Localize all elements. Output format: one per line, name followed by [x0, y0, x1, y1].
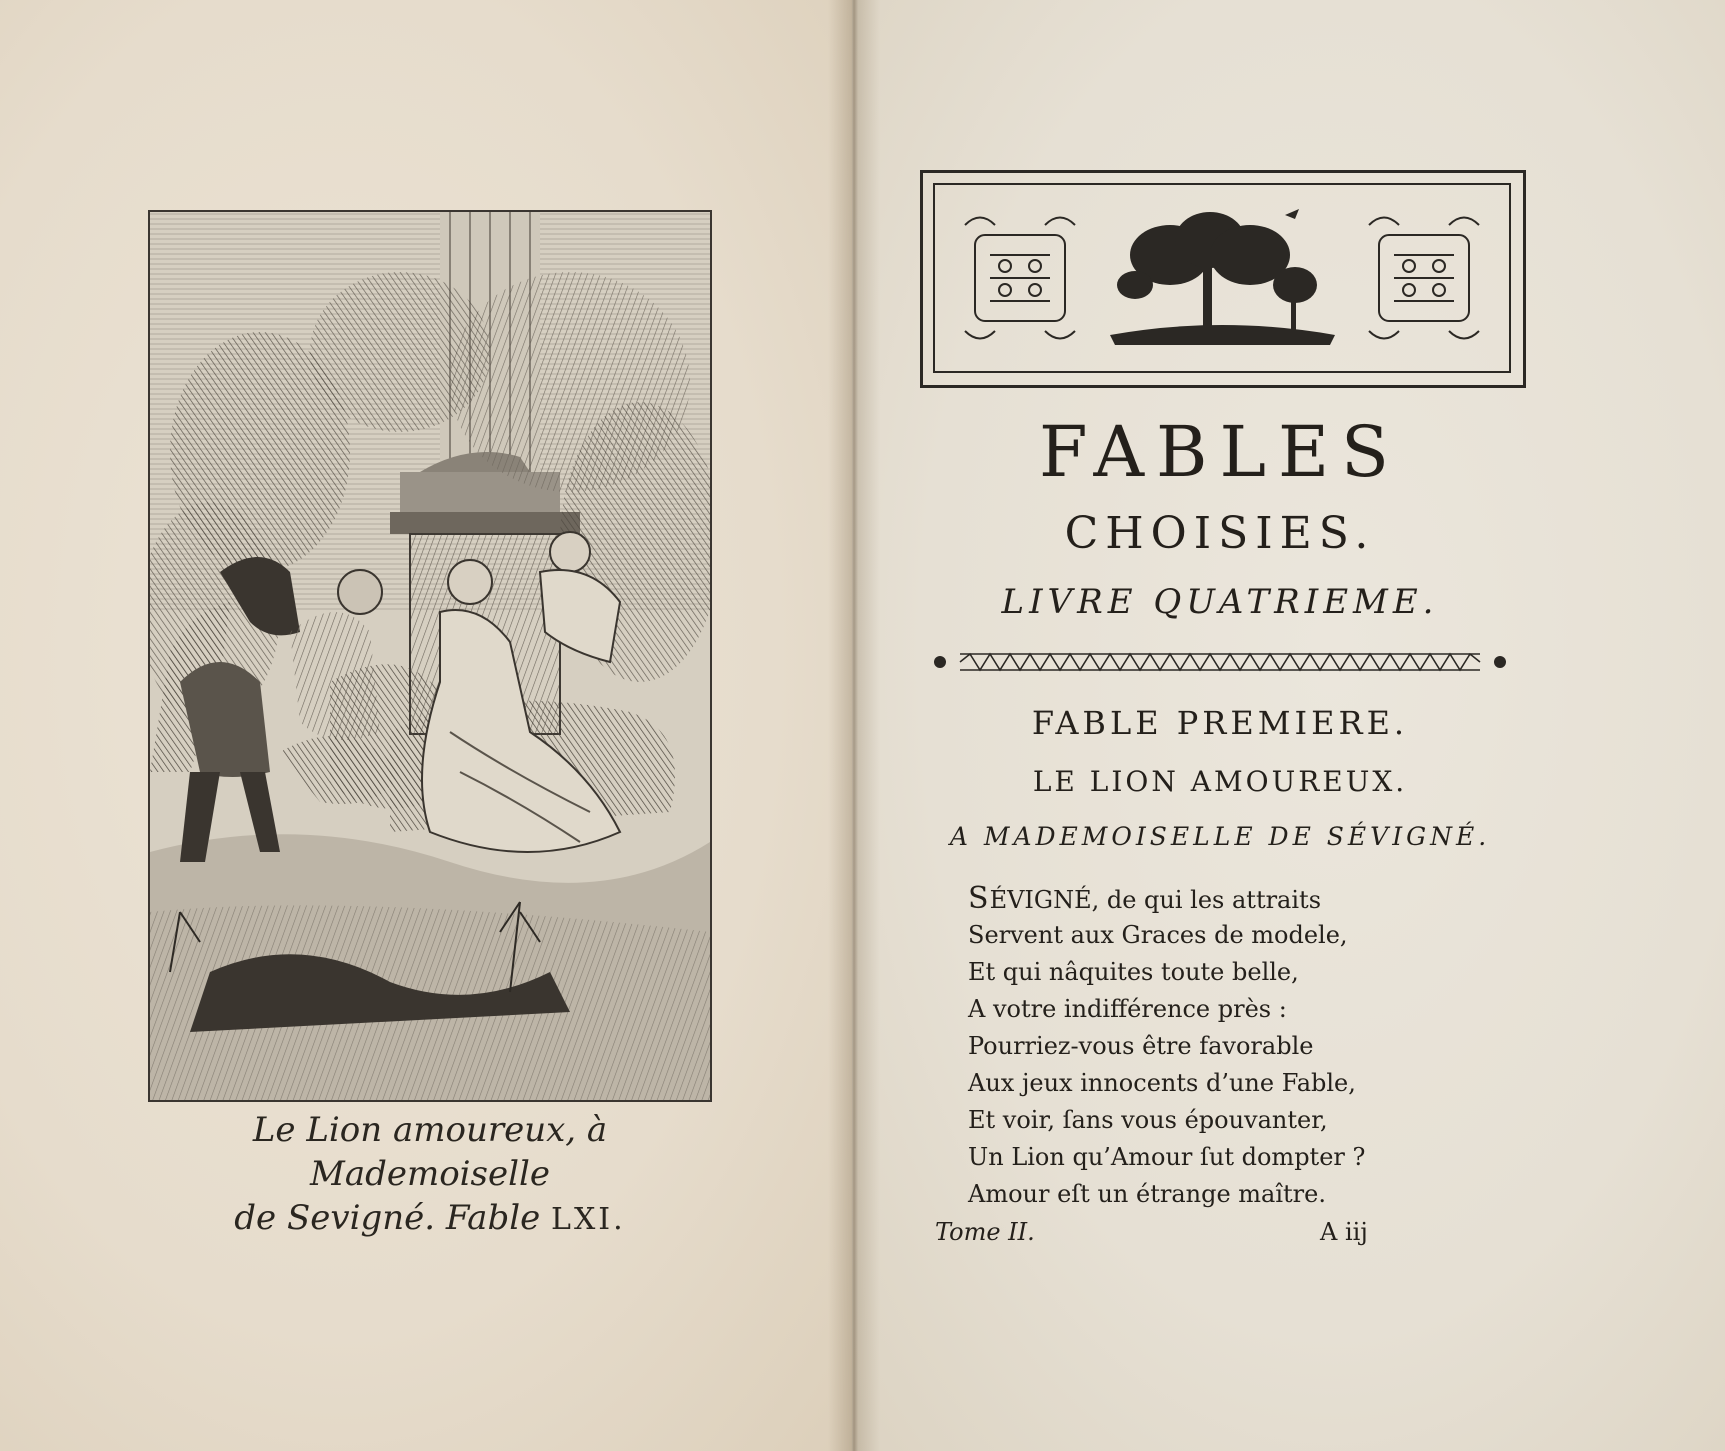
poem-line: Un Lion qu’Amour ſut dompter ?	[968, 1143, 1366, 1171]
plate-caption-line2: de Sevigné. Fable	[234, 1198, 541, 1238]
book-gutter	[828, 0, 880, 1451]
poem-drop-cap: S	[968, 881, 990, 916]
poem	[968, 880, 1508, 1213]
book-title: FABLES	[1038, 411, 1401, 493]
poem-line	[968, 880, 1508, 917]
headpiece-vignette	[920, 170, 1526, 388]
poem-line: A votre indifférence près :	[968, 995, 1287, 1023]
fable-number: FABLE PREMIERE.	[1031, 704, 1409, 742]
footer-signature: A iij	[1320, 1218, 1368, 1246]
poem-line: Amour eſt un étrange maître.	[968, 1180, 1326, 1208]
poem-line: Pourriez-vous être favorable	[968, 1032, 1314, 1060]
poem-line: Servent aux Graces de modele,	[968, 921, 1348, 949]
book-section: LIVRE QUATRIEME.	[1001, 582, 1439, 622]
book-subtitle: CHOISIES.	[1064, 508, 1376, 559]
ornamental-rule	[920, 648, 1520, 676]
plate-caption	[130, 1108, 730, 1242]
poem-first-line: ÉVIGNÉ, de qui les attraits	[989, 886, 1322, 914]
footer-volume: Tome II.	[935, 1218, 1035, 1246]
vignette-ornament	[935, 185, 1509, 371]
engraving-illustration	[150, 212, 710, 1100]
engraved-plate	[148, 210, 712, 1102]
plate-number: LXI.	[551, 1202, 626, 1237]
plate-caption-line1: Le Lion amoureux, à Mademoiselle	[252, 1110, 608, 1194]
poem-line: Et voir, ſans vous épouvanter,	[968, 1106, 1328, 1134]
poem-line: Et qui nâquites toute belle,	[968, 958, 1299, 986]
left-page	[0, 0, 852, 1451]
dedication: A MADEMOISELLE DE SÉVIGNÉ.	[949, 822, 1491, 851]
fable-title: LE LION AMOUREUX.	[1032, 765, 1408, 798]
poem-line: Aux jeux innocents d’une Fable,	[968, 1069, 1356, 1097]
